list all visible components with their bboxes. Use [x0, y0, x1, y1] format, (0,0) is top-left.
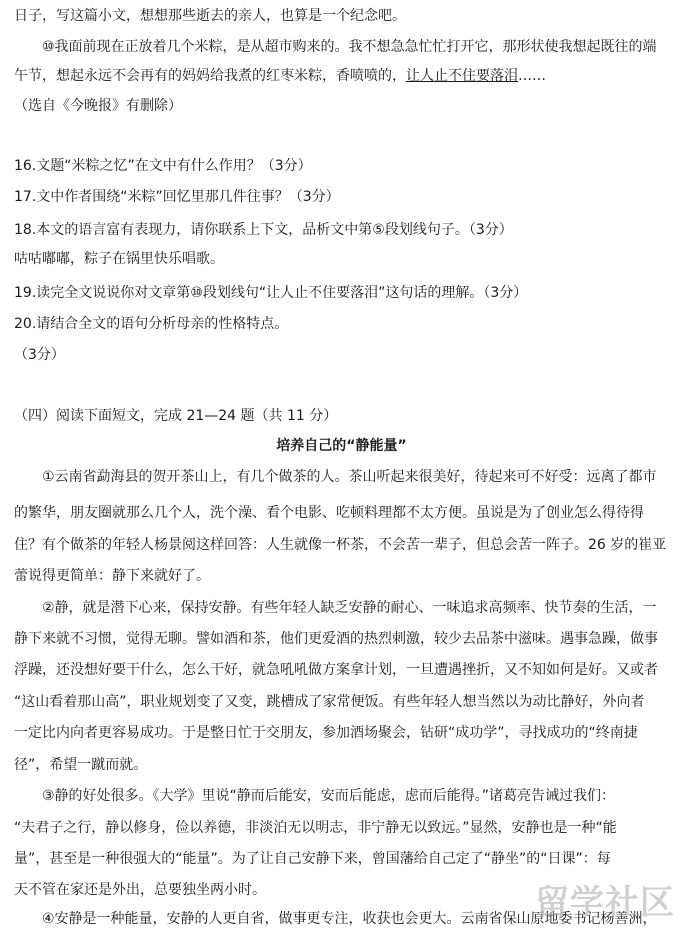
section-header: （四）阅读下面短文，完成 21—24 题（共 11 分）	[14, 408, 338, 424]
paragraph-1-line: 的繁华，朋友圈就那么几个人，洗个澡、看个电影、吃顿料理都不太方便。虽说是为了创业怎么得待得	[14, 505, 644, 521]
question-18: 18.本文的语言富有表现力，请你联系上下文，品析文中第⑤段划线句子。（3分）	[14, 222, 513, 238]
paragraph-2-line: 径”，希望一蹴而就。	[14, 757, 148, 773]
paragraph-1-line: 蕾说得更简单：静下来就好了。	[14, 568, 210, 584]
source-note: （选自《今晚报》有删除）	[14, 98, 182, 114]
question-17: 17.文中作者围绕“米粽”回忆里那几件往事？（3分）	[14, 189, 340, 205]
paragraph-2-line: 静下来就不习惯，觉得无聊。譬如酒和茶，他们更爱酒的热烈刺激，较少去品茶中滋味。遇事急躁，做事	[14, 631, 658, 647]
question-18-quote: 咕咕嘟嘟，粽子在锅里快乐唱歌。	[14, 251, 224, 267]
paragraph-3-line: “夫君子之行，静以修身，俭以养德，非淡泊无以明志，非宁静无以致远。”显然，安静也是一种“能	[14, 820, 617, 836]
paragraph-4-line: ④安静是一种能量，安静的人更自省，做事更专注，收获也会更大。云南省保山原地委书记杨善洲，	[42, 911, 657, 927]
article-title: 培养自己的“静能量”	[276, 438, 407, 454]
paragraph-3-line: 量”，甚至是一种很强大的“能量”。为了让自己安静下来，曾国藩给自己定了“静坐”的“日课”：每	[14, 851, 611, 867]
question-16: 16.文题“米粽之忆”在文中有什么作用？（3分）	[14, 158, 312, 174]
question-20-score: （3分）	[14, 347, 65, 363]
question-20: 20.请结合全文的语句分析母亲的性格特点。	[14, 316, 289, 332]
paragraph-3-line: ③静的好处很多。《大学》里说“静而后能安，安而后能虑，虑而后能得。”诸葛亮告诫过我们：	[42, 788, 616, 804]
paragraph-2-line: 浮躁，还没想好要干什么，怎么干好，就急吼吼做方案拿计划，一旦遭遇挫折，又不知如何是好。又或者	[14, 662, 658, 678]
paragraph-1-line: 住？有个做茶的年轻人杨景阅这样回答：人生就像一杯茶，不会苦一辈子，但总会苦一阵子。26 岁的崔亚	[14, 537, 667, 553]
paragraph-2-line: “这山看着那山高”，职业规划变了又变，跳槽成了家常便饭。有些年轻人想当然以为动比静好，外向者	[14, 694, 645, 710]
paragraph-2-line: 一定比内向者更容易成功。于是整日忙于交朋友，参加酒场聚会，钻研“成功学”，寻找成功的“终南捷	[14, 725, 638, 741]
underlined-sentence: 让人止不住要落泪	[406, 68, 518, 84]
passage-line: 日子，写这篇小文，想想那些逝去的亲人，也算是一个纪念吧。	[14, 8, 406, 24]
question-19: 19.读完全文说说你对文章第⑩段划线句“让人止不住要落泪”这句话的理解。（3分）	[14, 285, 528, 301]
paragraph-1-line: ①云南省勐海县的贺开茶山上，有几个做茶的人。茶山听起来很美好，待起来可不好受：远离了都市	[42, 469, 657, 485]
paragraph-3-line: 天不管在家还是外出，总要独坐两小时。	[14, 882, 266, 898]
passage-line: 午节，想起永远不会再有的妈妈给我煮的红枣米粽，香喷喷的，让人止不住要落泪……	[14, 68, 546, 84]
passage-line: ⑩我面前现在正放着几个米粽，是从超市购来的。我不想急急忙忙打开它，那形状使我想起既往的端	[42, 39, 657, 55]
watermark-logo: 留学社区	[535, 883, 675, 923]
paragraph-2-line: ②静，就是潜下心来，保持安静。有些年轻人缺乏安静的耐心、一味追求高频率、快节奏的生活，一	[42, 600, 657, 616]
